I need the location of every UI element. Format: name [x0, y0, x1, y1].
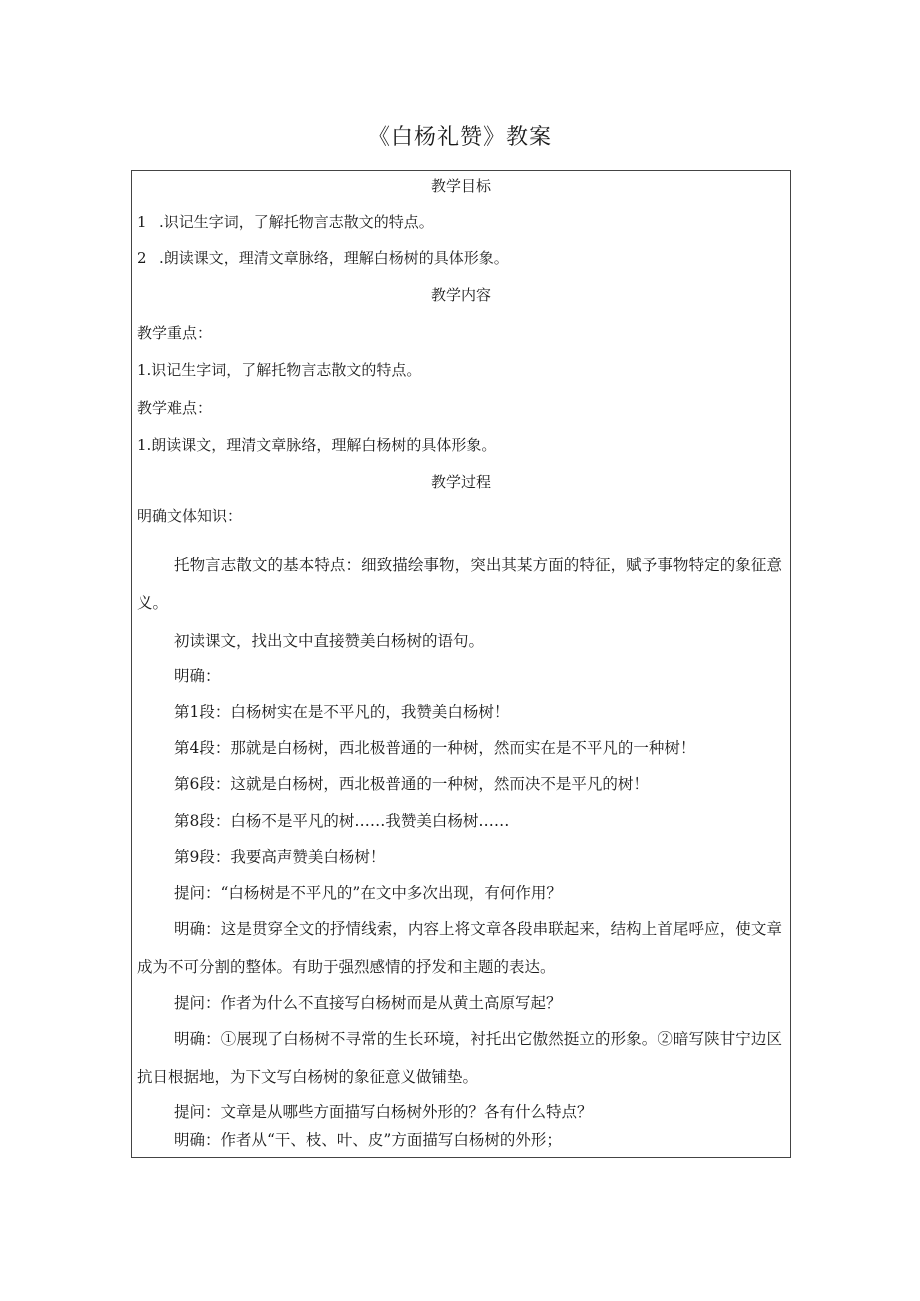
- body-paragraph: 明确：①展现了白杨树不寻常的生长环境，衬托出它傲然挺立的形象。②暗写陕甘宁边区抗日根据地，为下文写白杨树的象征意义做铺垫。: [137, 1030, 782, 1086]
- key-points-text: 1.识记生字词，了解托物言志散文的特点。: [137, 361, 422, 379]
- body-paragraph: 托物言志散文的基本特点：细致描绘事物，突出其某方面的特征，赋予事物特定的象征意义。: [137, 556, 782, 612]
- objective-text: .识记生字词，了解托物言志散文的特点。: [159, 213, 434, 231]
- body-paragraph: 第6段：这就是白杨树，西北极普通的一种树，然而决不是平凡的树！: [174, 775, 649, 793]
- objectives-heading: 教学目标: [430, 177, 491, 195]
- body-paragraph: 第1段：白杨树实在是不平凡的，我赞美白杨树！: [174, 703, 510, 721]
- objective-item-2: [137, 247, 785, 268]
- genre-label: 明确文体知识：: [137, 507, 243, 525]
- body-paragraph: 第8段：白杨不是平凡的树……我赞美白杨树……: [174, 812, 510, 830]
- content-heading: 教学内容: [430, 286, 491, 304]
- objective-item-1: [137, 211, 785, 232]
- difficulty-text: 1.朗读课文，理清文章脉络，理解白杨树的具体形象。: [137, 436, 497, 454]
- process-heading: 教学过程: [430, 473, 491, 491]
- body-paragraph: 提问：“白杨树是不平凡的”在文中多次出现，有何作用？: [174, 884, 562, 902]
- document-title: 《白杨礼赞》教案: [367, 125, 552, 150]
- body-paragraph: 初读课文，找出文中直接赞美白杨树的语句。: [174, 632, 485, 650]
- body-paragraph: 明确：作者从“干、枝、叶、皮”方面描写白杨树的外形；: [174, 1131, 562, 1149]
- body-paragraph: 第9段：我要高声赞美白杨树！: [174, 848, 386, 866]
- body-paragraph: 明确：这是贯穿全文的抒情线索，内容上将文章各段串联起来，结构上首尾呼应，使文章成为不可分割的整体。有助于强烈感情的抒发和主题的表达。: [137, 920, 782, 976]
- body-paragraph: 明确：: [174, 667, 221, 685]
- body-paragraph: 第4段：那就是白杨树，西北极普通的一种树，然而实在是不平凡的一种树！: [174, 739, 696, 757]
- key-points-label: 教学重点：: [137, 324, 213, 342]
- body-paragraph: 提问：作者为什么不直接写白杨树而是从黄土高原写起？: [174, 994, 562, 1012]
- body-paragraph: 提问：文章是从哪些方面描写白杨树外形的？各有什么特点？: [174, 1103, 593, 1121]
- objective-text: .朗读课文，理清文章脉络，理解白杨树的具体形象。: [159, 249, 509, 267]
- lesson-plan-table: [131, 170, 791, 1158]
- objective-number: 1: [137, 213, 147, 231]
- objective-number: 2: [137, 249, 147, 267]
- difficulty-label: 教学难点：: [137, 399, 213, 417]
